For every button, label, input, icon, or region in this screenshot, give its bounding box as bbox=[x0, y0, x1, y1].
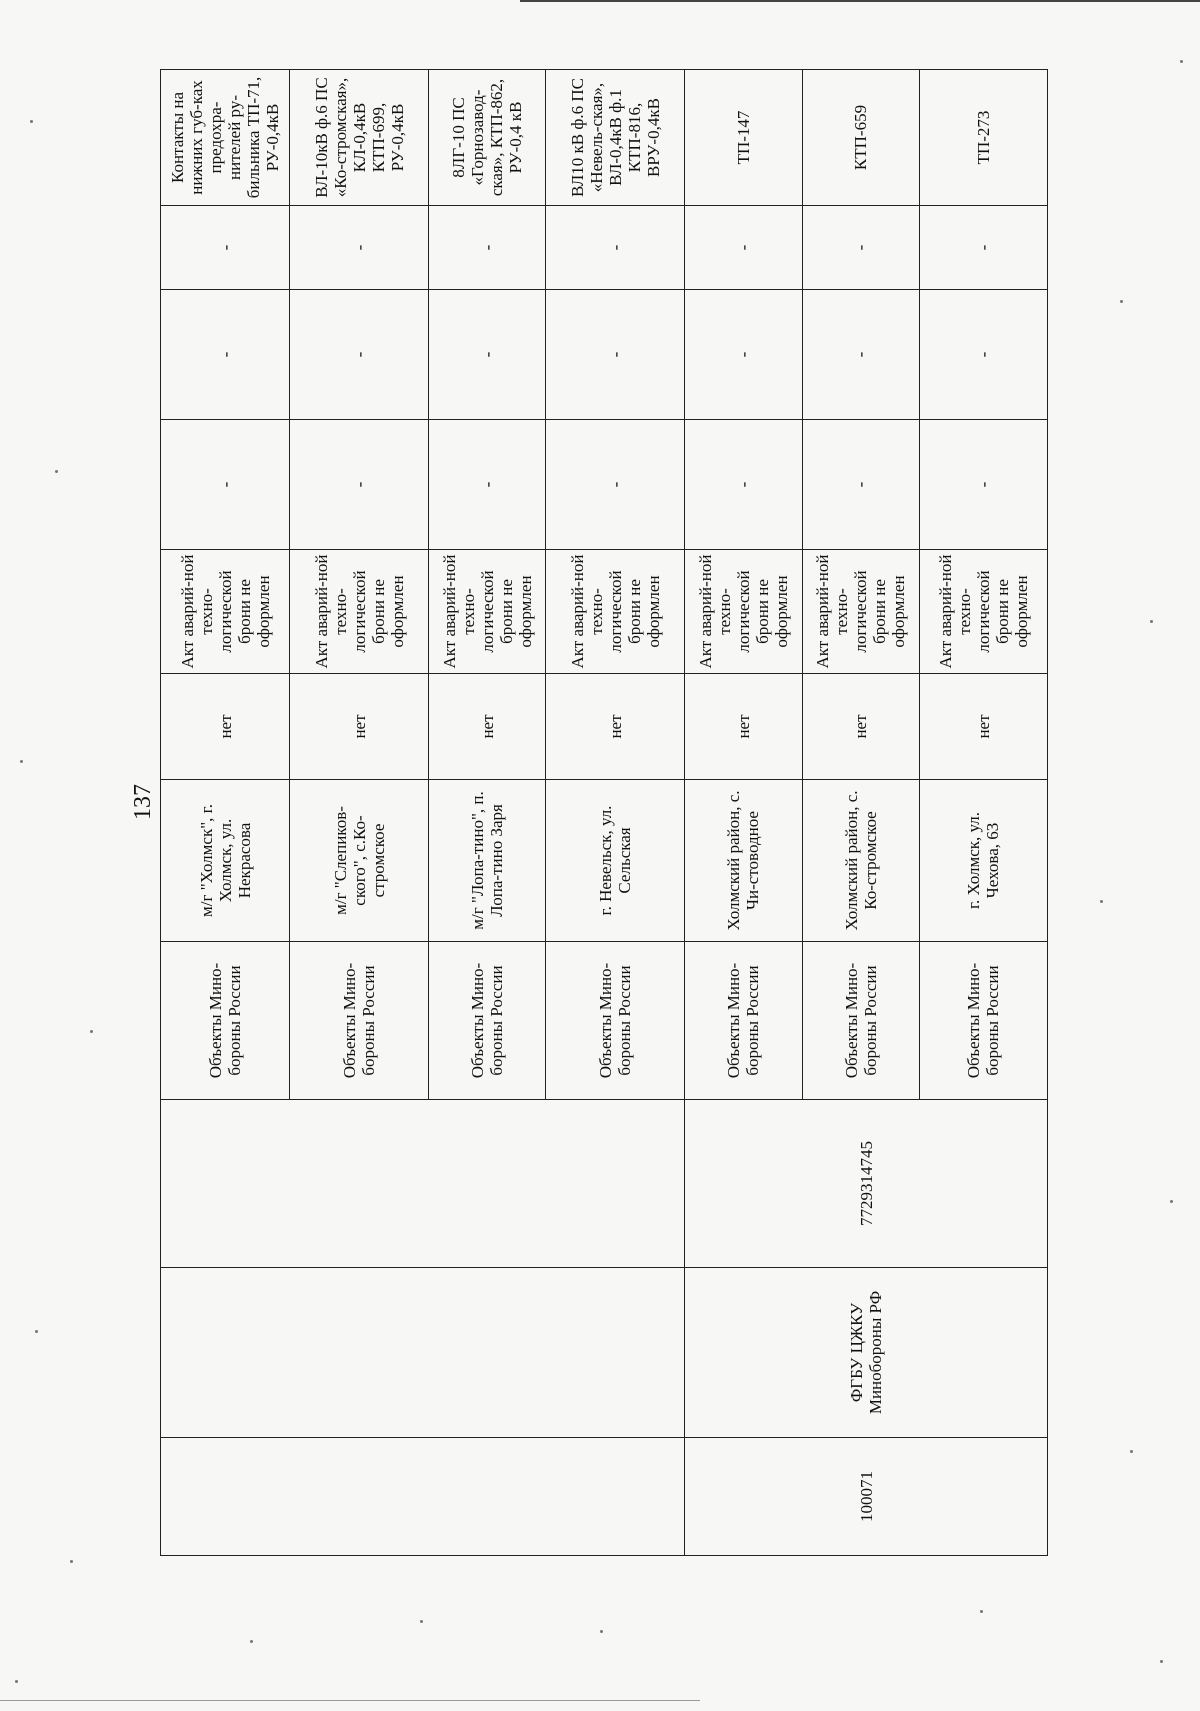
flag-cell: нет bbox=[546, 674, 685, 780]
group-empty-org bbox=[161, 1268, 685, 1438]
point-cell: ТП-273 bbox=[919, 70, 1047, 206]
value-cell-1: - bbox=[290, 420, 429, 550]
group-empty-inn bbox=[161, 1100, 685, 1268]
point-cell: ВЛ-10кВ ф.6 ПС «Ко-стромская», КЛ-0,4кВ КТП-699, РУ-0,4кВ bbox=[290, 70, 429, 206]
scan-speck bbox=[250, 1640, 253, 1643]
act-cell: Акт аварий-ной техно-логической брони не оформлен bbox=[685, 550, 802, 674]
page-number: 137 bbox=[130, 784, 156, 820]
point-cell: ТП-147 bbox=[685, 70, 802, 206]
value-cell-1: - bbox=[802, 420, 919, 550]
address-cell: Холмский район, с. Ко-стромское bbox=[802, 780, 919, 942]
value-cell-1: - bbox=[546, 420, 685, 550]
address-cell: г. Холмск, ул. Чехова, 63 bbox=[919, 780, 1047, 942]
flag-cell: нет bbox=[802, 674, 919, 780]
scan-speck bbox=[1180, 60, 1183, 63]
address-cell: г. Невельск, ул. Сельская bbox=[546, 780, 685, 942]
address-cell: Холмский район, с. Чи-стоводное bbox=[685, 780, 802, 942]
value-cell-3: - bbox=[802, 206, 919, 290]
scan-speck bbox=[1120, 300, 1123, 303]
value-cell-1: - bbox=[161, 420, 290, 550]
object-cell: Объекты Мино-бороны России bbox=[802, 942, 919, 1100]
value-cell-2: - bbox=[290, 290, 429, 420]
act-cell: Акт аварий-ной техно-логической брони не оформлен bbox=[429, 550, 546, 674]
scan-speck bbox=[20, 760, 23, 763]
scan-speck bbox=[1170, 1200, 1173, 1203]
point-cell: КТП-659 bbox=[802, 70, 919, 206]
object-cell: Объекты Мино-бороны России bbox=[290, 942, 429, 1100]
act-cell: Акт аварий-ной техно-логической брони не оформлен bbox=[161, 550, 290, 674]
table-row bbox=[161, 70, 290, 1556]
data-table bbox=[160, 69, 1048, 1556]
scan-edge-bottom bbox=[0, 1700, 700, 1701]
flag-cell: нет bbox=[290, 674, 429, 780]
scan-edge-top bbox=[520, 0, 1200, 2]
scan-speck bbox=[1100, 900, 1103, 903]
value-cell-3: - bbox=[290, 206, 429, 290]
flag-cell: нет bbox=[429, 674, 546, 780]
table-body bbox=[161, 70, 1048, 1556]
address-cell: м/г "Холмск", г. Холмск, ул. Некрасова bbox=[161, 780, 290, 942]
value-cell-2: - bbox=[429, 290, 546, 420]
point-cell: 8ЛГ-10 ПС «Горнозавод-ская», КТП-862, РУ-0,4 кВ bbox=[429, 70, 546, 206]
scan-speck bbox=[30, 120, 33, 123]
value-cell-3: - bbox=[546, 206, 685, 290]
value-cell-2: - bbox=[161, 290, 290, 420]
group-inn: 7729314745 bbox=[685, 1100, 1048, 1268]
object-cell: Объекты Мино-бороны России bbox=[685, 942, 802, 1100]
point-cell: Контакты на нижних губ-ках предохра-нителей ру-бильника ТП-71, РУ-0,4кВ bbox=[161, 70, 290, 206]
address-cell: м/г "Лопа-тино", п. Лопа-тино Заря bbox=[429, 780, 546, 942]
scan-speck bbox=[980, 1610, 983, 1613]
point-cell: ВЛ10 кВ ф.6 ПС «Невель-ская», ВЛ-0,4кВ ф.1 КТП-816, ВРУ-0,4кВ bbox=[546, 70, 685, 206]
value-cell-2: - bbox=[802, 290, 919, 420]
value-cell-1: - bbox=[685, 420, 802, 550]
flag-cell: нет bbox=[161, 674, 290, 780]
scan-speck bbox=[70, 1560, 73, 1563]
scan-speck bbox=[600, 1630, 603, 1633]
value-cell-2: - bbox=[685, 290, 802, 420]
scan-speck bbox=[1130, 1450, 1133, 1453]
value-cell-3: - bbox=[919, 206, 1047, 290]
scan-speck bbox=[35, 1330, 38, 1333]
value-cell-1: - bbox=[919, 420, 1047, 550]
object-cell: Объекты Мино-бороны России bbox=[919, 942, 1047, 1100]
group-organization: ФГБУ ЦЖКУ Минобороны РФ bbox=[685, 1268, 1048, 1438]
flag-cell: нет bbox=[685, 674, 802, 780]
scan-speck bbox=[15, 1680, 18, 1683]
address-cell: м/г "Слепиков-ского", с.Ко-стромское bbox=[290, 780, 429, 942]
act-cell: Акт аварий-ной техно-логической брони не оформлен bbox=[546, 550, 685, 674]
object-cell: Объекты Мино-бороны России bbox=[546, 942, 685, 1100]
scan-speck bbox=[55, 470, 58, 473]
group-empty-code bbox=[161, 1438, 685, 1556]
value-cell-1: - bbox=[429, 420, 546, 550]
scan-speck bbox=[1150, 620, 1153, 623]
scan-speck bbox=[90, 1030, 93, 1033]
rotated-table-wrapper bbox=[160, 70, 1048, 1556]
value-cell-2: - bbox=[919, 290, 1047, 420]
scan-speck bbox=[420, 1620, 423, 1623]
value-cell-3: - bbox=[161, 206, 290, 290]
value-cell-3: - bbox=[429, 206, 546, 290]
object-cell: Объекты Мино-бороны России bbox=[429, 942, 546, 1100]
flag-cell: нет bbox=[919, 674, 1047, 780]
table-row bbox=[685, 70, 802, 1556]
act-cell: Акт аварий-ной техно-логической брони не оформлен bbox=[919, 550, 1047, 674]
act-cell: Акт аварий-ной техно-логической брони не оформлен bbox=[802, 550, 919, 674]
value-cell-2: - bbox=[546, 290, 685, 420]
value-cell-3: - bbox=[685, 206, 802, 290]
act-cell: Акт аварий-ной техно-логической брони не оформлен bbox=[290, 550, 429, 674]
object-cell: Объекты Мино-бороны России bbox=[161, 942, 290, 1100]
scan-speck bbox=[1160, 1660, 1163, 1663]
group-code: 100071 bbox=[685, 1438, 1048, 1556]
